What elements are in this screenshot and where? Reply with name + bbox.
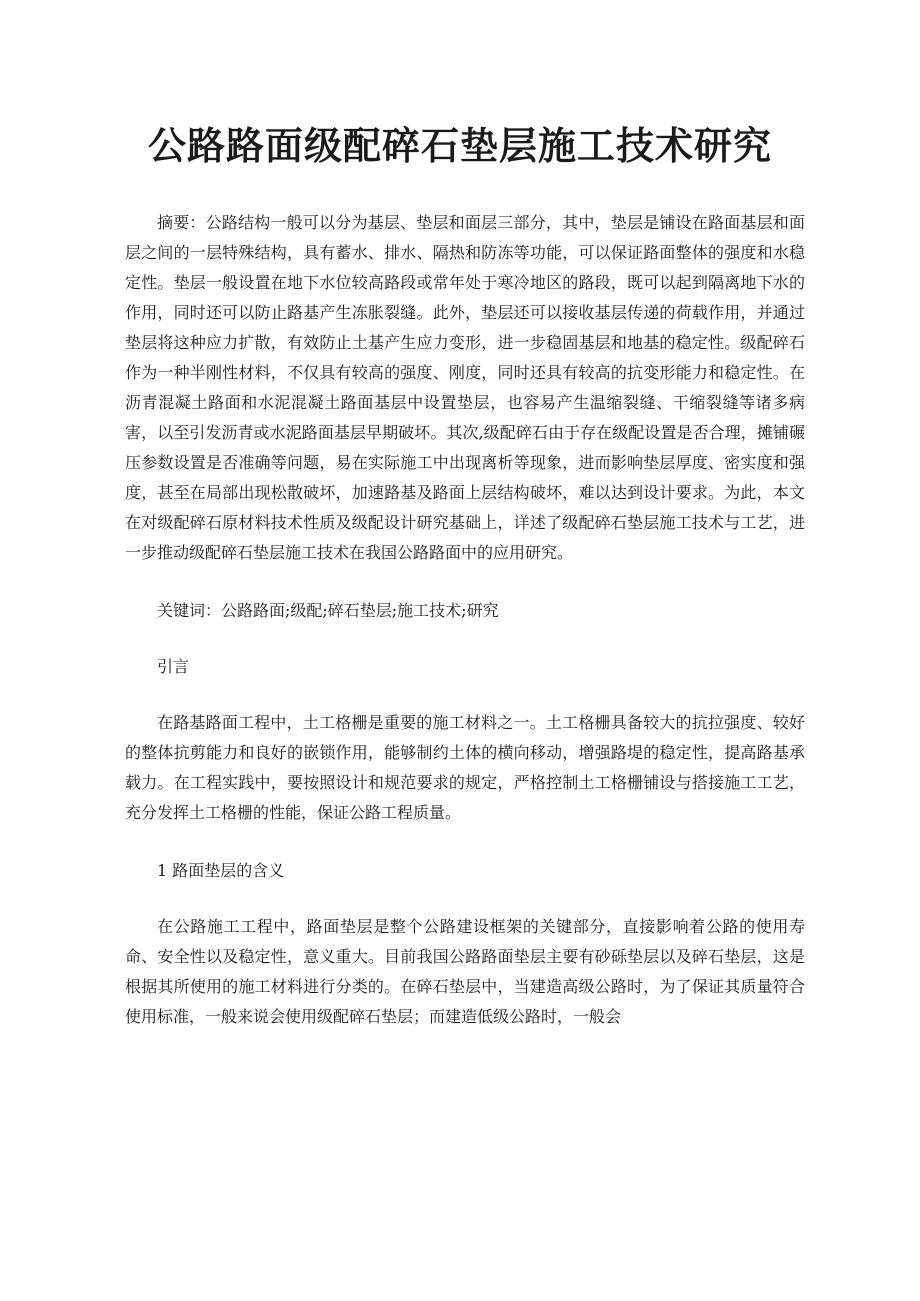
- intro-paragraph: 在路基路面工程中，土工格栅是重要的施工材料之一。土工格栅具备较大的抗拉强度、较好的整体抗剪能力和良好的嵌锁作用，能够制约土体的横向移动，增强路堤的稳定性，提高路基承载力。在工程实践中，要按照设计和规范要求的规定，严格控制土工格栅铺设与搭接施工工艺，充分发挥土工格栅的性能，保证公路工程质量。: [125, 713, 805, 822]
- section-1-paragraph: 在公路施工工程中，路面垫层是整个公路建设框架的关键部分，直接影响着公路的使用寿命、安全性以及稳定性，意义重大。目前我国公路路面垫层主要有砂砾垫层以及碎石垫层，这是根据其所使用的施工材料进行分类的。在碎石垫层中，当建造高级公路时，为了保证其质量符合使用标准，一般来说会使用级配碎石垫层；而建造低级公路时，一般会: [125, 917, 805, 1026]
- intro-heading: 引言: [157, 657, 190, 676]
- section-1-heading: 1 路面垫层的含义: [157, 861, 285, 880]
- document-title: 公路路面级配碎石垫层施工技术研究: [147, 124, 772, 168]
- document-body: [125, 208, 805, 1060]
- keywords-line: 关键词：公路路面;级配;碎石垫层;施工技术;研究: [157, 601, 499, 620]
- abstract-paragraph: 摘要：公路结构一般可以分为基层、垫层和面层三部分，其中，垫层是铺设在路面基层和面层之间的一层特殊结构，具有蓄水、排水、隔热和防冻等功能，可以保证路面整体的强度和水稳定性。垫层一般设置在地下水位较高路段或常年处于寒冷地区的路段，既可以起到隔离地下水的作用，同时还可以防止路基产生冻胀裂缝。此外，垫层还可以接收基层传递的荷载作用，并通过垫层将这种应力扩散，有效防止土基产生应力变形，进一步稳固基层和地基的稳定性。级配碎石作为一种半刚性材料，不仅具有较高的强度、刚度，同时还具有较高的抗变形能力和稳定性。在沥青混凝土路面和水泥混凝土路面基层中设置垫层，也容易产生温缩裂缝、干缩裂缝等诸多病害，以至引发沥青或水泥路面基层早期破坏。其次,级配碎石由于存在级配设置是否合理，摊铺碾压参数设置是否准确等问题，易在实际施工中出现离析等现象，进而影响垫层厚度、密实度和强度，甚至在局部出现松散破坏，加速路基及路面上层结构破坏，难以达到设计要求。为此，本文在对级配碎石原材料技术性质及级配设计研究基础上，详述了级配碎石垫层施工技术与工艺，进一步推动级配碎石垫层施工技术在我国公路路面中的应用研究。: [125, 213, 805, 562]
